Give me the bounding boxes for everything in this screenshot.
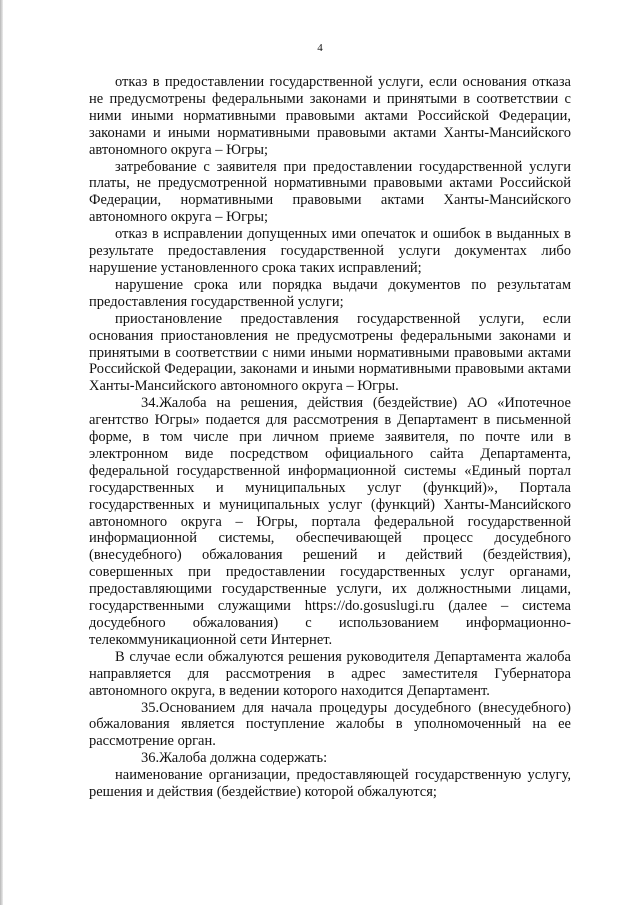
- paragraph-organization-name: наименование организации, предоставляющей государственную услугу, решения и действия (бездействие) которой обжалуются;: [89, 767, 571, 801]
- item-34-number: 34.: [141, 395, 160, 412]
- scan-edge: [0, 0, 3, 905]
- item-35: [89, 700, 571, 751]
- paragraph-correction-refusal: отказ в исправлении допущенных ими опечаток и ошибок в выданных в результате предоставления государственной услуги документах либо нарушение установленного срока таких исправлений;: [89, 226, 571, 276]
- item-35-text: Основанием для начала процедуры досудебного (внесудебного) обжалования является поступление жалобы в уполномоченный на ее рассмотрение орган.: [89, 699, 571, 750]
- paragraph-fee-demand: затребование с заявителя при предоставлении государственной услуги платы, не предусмотренной нормативными правовыми актами Российской Федерации, нормативными правовыми актами Ханты-Мансийского автономного округа – Югры;: [89, 158, 571, 226]
- item-34: [89, 395, 571, 649]
- paragraph-suspension: приостановление предоставления государственной услуги, если основания приостановления не предусмотрены федеральными законами и принятыми в соответствии с ними иными нормативными правовыми актами Российской Федерации, законами и иными нормативными правовыми актами Ханты-Мансийского автономного округа – Югры.: [89, 310, 571, 395]
- page-number: 4: [317, 42, 323, 54]
- item-36-text: Жалоба должна содержать:: [159, 750, 328, 767]
- item-35-number: 35.: [141, 699, 160, 716]
- paragraph-refusal: отказ в предоставлении государственной услуги, если основания отказа не предусмотрены федеральными законами и принятыми в соответствии с ними иными нормативными правовыми актами Российской Федерации, законами и иными нормативными правовыми актами Ханты-Мансийского автономного округа – Югры;: [89, 74, 571, 158]
- paragraph-issue-violation: нарушение срока или порядка выдачи документов по результатам предоставления государственной услуги;: [89, 276, 571, 310]
- document-body: [89, 74, 571, 801]
- item-34-text: Жалоба на решения, действия (бездействие) АО «Ипотечное агентство Югры» подается для рассмотрения в Департамент в письменной форме, в том числе при личном приеме заявителя, по почте или в электронном виде посредством официального сайта Департамента, федеральной государственной информационной системы «Единый портал государственных и муниципальных услуг (функций)», Портала государственных и муниципальных услуг (функций) Ханты-Мансийского автономного округа – Югры, портала федеральной государственной информационной системы, обеспечивающей процесс досудебного (внесудебного) обжалования решений и действий (бездействия), совершенных при предоставлении государственных услуг органами, предоставляющими государственные услуги, их должностными лицами, государственными служащими https://do.gosuslugi.ru (далее – система досудебного обжалования) с использованием информационно-телекоммуникационной сети Интернет.: [89, 395, 571, 648]
- paragraph-deputy: В случае если обжалуются решения руководителя Департамента жалоба направляется для рассмотрения в адрес заместителя Губернатора автономного округа, в ведении которого находится Департамент.: [89, 648, 571, 699]
- item-36-number: 36.: [141, 750, 160, 767]
- item-36: [89, 750, 571, 767]
